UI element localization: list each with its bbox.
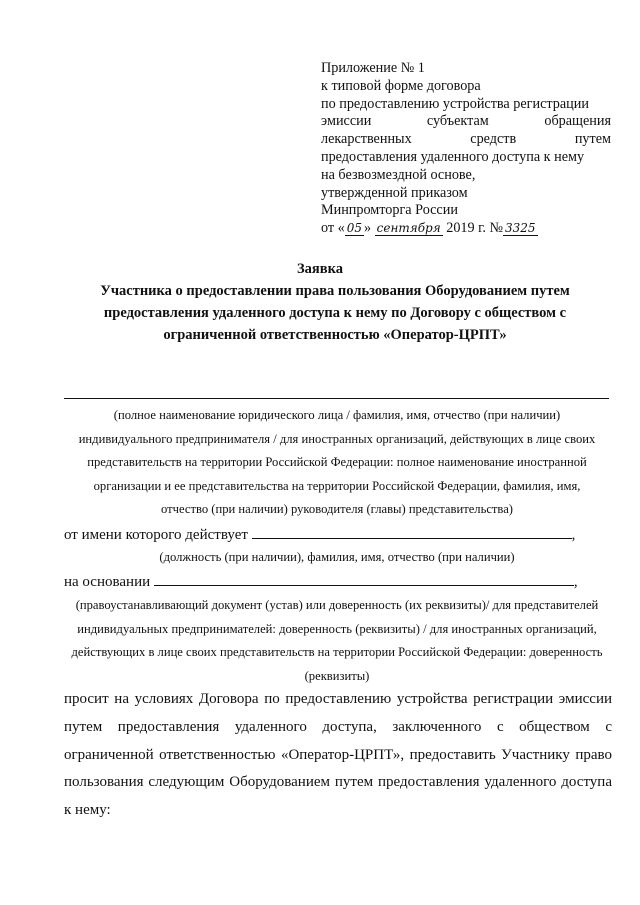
title-line: предоставления удаленного доступа к нему по Договору с обществом с [103,305,567,321]
appendix-word: путем [574,131,611,148]
body-line: просит на условиях Договора по предоставлению устройства регистрации эмиссии [64,691,612,707]
caption-line: индивидуальных предпринимателей: доверенность (реквизиты) / для иностранных организаций, [77,621,597,636]
date-quote: » [364,220,372,237]
entity-name-blank-line[interactable] [64,398,609,399]
body-line: пользования следующим Оборудованием путем предоставления удаленного доступа [64,774,612,791]
caption-line: (полное наименование юридического лица / фамилия, имя, отчество (при наличии) [113,408,561,422]
caption-line: представительств на территории Российской Федерации: полное наименование иностранной [87,455,587,470]
document-heading: Заявка [297,261,343,277]
appendix-line: Минпромторга России [321,202,458,219]
acting-row [64,524,575,545]
appendix-line: по предоставлению устройства регистрации [321,95,589,112]
title-line: ограниченной ответственностью «Оператор-ЦРПТ» [163,327,507,343]
appendix-line-justified [321,113,611,131]
comma: , [573,574,578,590]
basis-caption [62,594,612,688]
appendix-word: лекарственных [321,131,412,148]
date-prefix: от « [321,220,345,237]
appendix-line-justified [321,131,611,149]
date-year: 2019 г. № [446,220,504,237]
caption-line: организации и ее представительства на территории Российской Федерации, фамилия, имя, [93,478,581,493]
document-title [60,280,610,346]
caption-line: индивидуального предпринимателя / для иностранных организаций, действующих в лице своих [78,431,596,446]
appendix-line: предоставления удаленного доступа к нему [321,148,585,165]
appendix-line: к типовой форме договора [321,77,481,94]
appendix-line: утвержденной приказом [321,184,468,201]
entity-name-caption [62,404,612,522]
caption-line: действующих в лице своих представительств на территории Российской Федерации: доверенность [71,645,603,660]
comma: , [571,527,576,543]
appendix-line: Приложение № 1 [321,60,425,76]
body-line: ограниченной ответственностью «Оператор-ЦРПТ», предоставить Участнику право [64,746,612,763]
date-day-handwritten: 05 [346,221,363,236]
caption-line: (правоустанавливающий документ (устав) или доверенность (их реквизиты)/ для представителей [75,598,599,612]
basis-blank-line[interactable] [154,571,574,586]
body-line: путем предоставления удаленного доступа, заключенного с обществом с [64,718,612,735]
date-month-handwritten: сентября [376,221,441,236]
request-body [64,686,612,825]
appendix-block [321,60,611,238]
basis-label: на основании [64,574,151,590]
caption-line: отчество (при наличии) руководителя (главы) представительства) [161,502,513,517]
appendix-word: эмиссии [321,113,372,130]
title-line: Участника о предоставлении права пользования Оборудованием путем [100,283,570,299]
order-number-handwritten: 3325 [505,221,536,236]
acting-caption: (должность (при наличии), фамилия, имя, отчество (при наличии) [159,550,515,564]
acting-label: от имени которого действует [64,527,248,543]
appendix-word: субъектам [426,113,489,130]
body-line: к нему: [64,802,111,819]
caption-line: (реквизиты) [304,668,370,683]
basis-row [64,571,578,592]
appendix-line: на безвозмездной основе, [321,166,476,183]
appendix-word: средств [470,131,517,148]
appendix-date-line [321,220,611,238]
appendix-word: обращения [544,113,611,130]
acting-blank-line[interactable] [252,524,572,539]
